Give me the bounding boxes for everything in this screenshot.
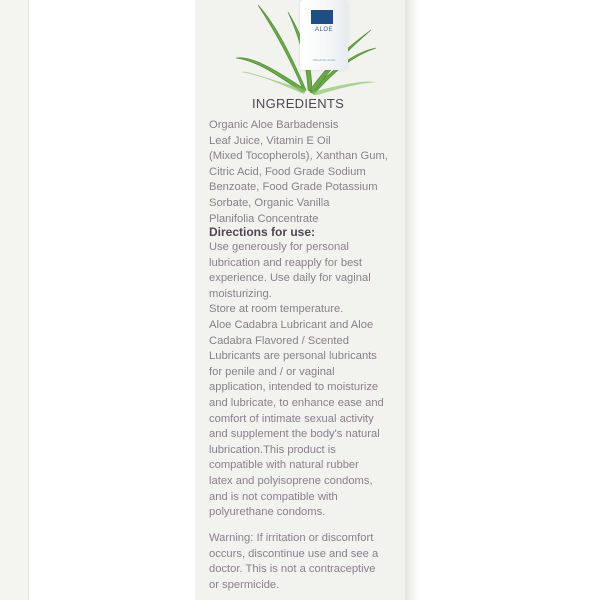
directions-line: Aloe Cadabra Lubricant and Aloe (209, 318, 374, 331)
tube-brand-text: ALOE (314, 27, 333, 33)
directions-line: comfort of intimate sexual activity (209, 412, 374, 425)
directions-line: compatible with natural rubber (209, 459, 359, 472)
directions-line: Cadabra Flavored / Scented (209, 334, 349, 347)
ingredients-line: Organic Aloe Barbadensis (209, 119, 339, 131)
tube-subtext: ORGANIC ALOE (312, 58, 336, 62)
brand-logo-icon (311, 10, 333, 24)
directions-line: lubrication and reapply for best (209, 256, 362, 269)
ingredients-list (209, 118, 399, 227)
warning-line: doctor. This is not a contraceptive (209, 563, 376, 576)
directions-line: Store at room temperature. (209, 303, 344, 316)
panel-shadow (405, 0, 419, 600)
box-side-edge (0, 0, 29, 600)
directions-line: for penile and / or vaginal (209, 365, 335, 378)
warning-line: Warning: If irritation or discomfort (209, 532, 374, 544)
warning-line: occurs, discontinue use and see a (209, 547, 379, 560)
ingredients-line: Benzoate, Food Grade Potassium (209, 181, 378, 194)
warning-line: or spermicide. (209, 578, 280, 591)
aloe-leaf-left-high (258, 5, 306, 92)
directions-line: moisturizing. (209, 287, 272, 300)
directions-line: and is not compatible with (209, 490, 338, 503)
directions-line: Use generously for personal (209, 241, 349, 253)
ingredients-line: Sorbate, Organic Vanilla (209, 196, 330, 209)
directions-heading: Directions for use: (209, 225, 316, 239)
directions-line: and lubricate, to enhance ease and (209, 396, 384, 409)
directions-line: Lubricants are personal lubricants (209, 350, 377, 363)
product-tube (300, 0, 348, 70)
ingredients-heading: INGREDIENTS (252, 96, 345, 111)
directions-text (209, 240, 399, 521)
directions-line: and supplement the body's natural (209, 428, 380, 441)
ingredients-line: Planifolia Concentrate (209, 212, 319, 225)
directions-line: application, intended to moisturize (209, 381, 379, 394)
warning-text (209, 531, 399, 593)
directions-line: latex and polyisoprene condoms, (209, 474, 373, 487)
directions-line: experience. Use daily for vaginal (209, 272, 371, 285)
ingredients-line: Citric Acid, Food Grade Sodium (209, 165, 366, 178)
directions-line: polyurethane condoms. (209, 506, 326, 519)
ingredients-line: Leaf Juice, Vitamin E Oil (209, 134, 331, 147)
aloe-leaf-left-bottom (241, 72, 306, 94)
directions-line: lubrication.This product is (209, 443, 336, 456)
ingredients-line: (Mixed Tocopherols), Xanthan Gum, (209, 150, 388, 163)
